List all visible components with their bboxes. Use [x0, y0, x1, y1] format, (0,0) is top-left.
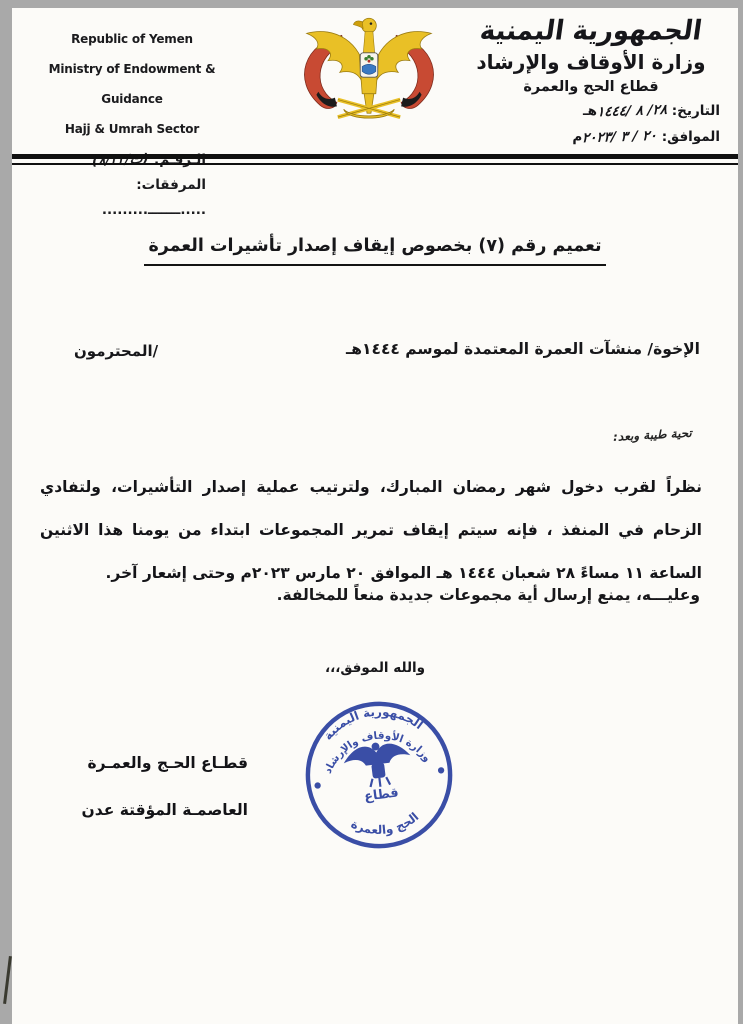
stamp-country-text: الجمهورية اليمنية: [320, 704, 426, 743]
header-divider-thin: [12, 163, 738, 165]
official-stamp: [291, 687, 467, 863]
signature-sector-line: قطـاع الحـج والعمـرة: [87, 754, 248, 772]
header-right-block: [456, 14, 726, 150]
hijri-date-line: [456, 98, 720, 124]
country-name-en: Republic of Yemen: [71, 32, 193, 46]
gregorian-date-value: ٢٠ / ٣ /٢٠٢٣: [582, 127, 658, 147]
stamp-sector-word: قطاع: [363, 785, 400, 805]
directive-line: وعليـــه، يمنع إرسال أية مجموعات جديدة منعاً للمخالفة.: [276, 586, 700, 604]
ref-number-value: (ت/٨/٢٣): [92, 150, 150, 170]
letter-title-wrap: [12, 236, 738, 266]
ministry-name-en: Ministry of Endowment & Guidance: [48, 62, 216, 106]
document-page: [12, 8, 738, 1024]
closing-line: والله الموفق،،،: [324, 660, 426, 676]
letter-title: تعميم رقم (٧) بخصوص إيقاف إصدار تأشيرات العمرة: [144, 236, 605, 266]
gregorian-era: م: [572, 129, 583, 145]
addressee-honorific: /المحترمون: [74, 342, 159, 360]
stamp-sector-arc-text: الحج والعمرة: [348, 809, 422, 837]
signature-city-line: العاصمـة المؤقتة عدن: [81, 801, 248, 819]
attachments-value: .....ـــــــ.........: [101, 202, 206, 218]
sector-name-ar: قطاع الحج والعمرة: [523, 79, 659, 95]
attachments-line: [36, 173, 206, 223]
hijri-date-value: ٢٨/ ٨ /١٤٤٤: [596, 101, 668, 121]
ministry-name-ar: وزارة الأوقاف والإرشاد: [476, 50, 706, 74]
hijri-era: هـ: [582, 103, 597, 119]
ref-number-label: الـرقـم:: [153, 152, 206, 168]
gregorian-date-label: الموافق:: [661, 129, 720, 145]
header-left-block: [18, 24, 246, 223]
body-paragraph: نظراً لقرب دخول شهر رمضان المبارك، ولترتيب عملية إصدار التأشيرات، ولتفادي الزحام في المنفذ ، فإنه سيتم إيقاف تمرير المجموعات ابتداء من يومنا هذا الاثنين الساعة ١١ مساءً ٢٨ شعبان ١٤٤٤ هـ الموافق ٢٠ مارس ٢٠٢٣م وحتى إشعار آخر.: [40, 478, 702, 582]
ref-number-line: [36, 148, 206, 173]
stamp-ministry-text: وزارة الأوقاف والإرشاد: [321, 729, 434, 776]
scan-artifact: [3, 956, 12, 1004]
addressee-line: الإخوة/ منشآت العمرة المعتمدة لموسم ١٤٤٤هـ: [345, 340, 700, 358]
country-name-ar: الجمهورية اليمنية: [477, 15, 704, 47]
header-divider-thick: [12, 154, 738, 159]
yemen-emblem-icon: [280, 10, 458, 122]
ref-number-block: [36, 148, 206, 223]
hijri-date-label: التاريخ:: [671, 103, 720, 119]
signature-block: [72, 740, 248, 834]
gregorian-date-line: [456, 124, 720, 150]
handwritten-greeting: تحية طيبة وبعد:: [612, 426, 693, 444]
attachments-label: المرفقات:: [136, 177, 206, 193]
sector-name-en: Hajj & Umrah Sector: [64, 122, 200, 136]
